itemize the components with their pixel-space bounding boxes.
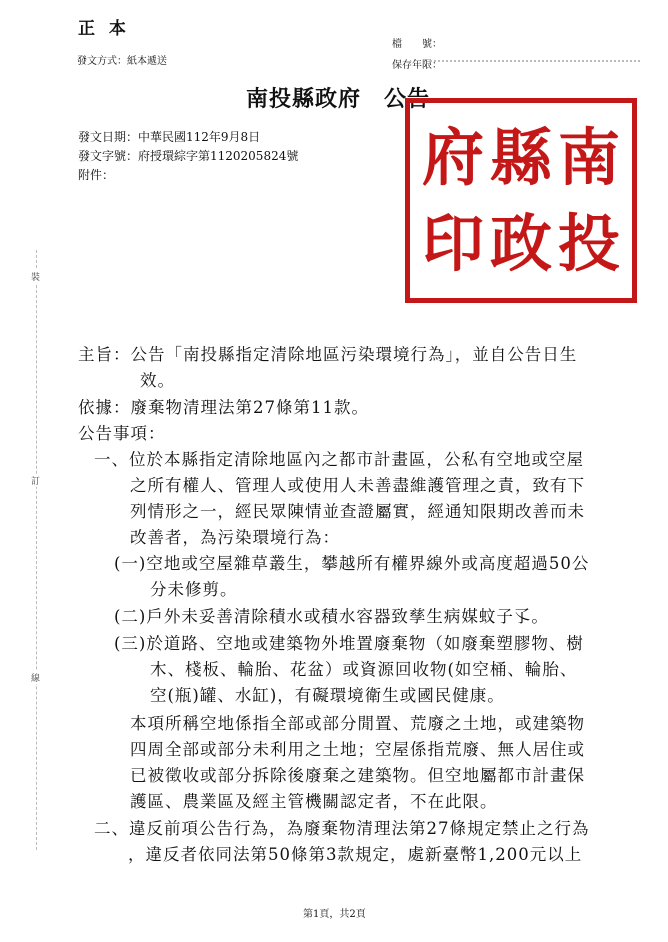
subject-line-2: 效。	[140, 371, 175, 390]
seal-char: 投	[557, 206, 620, 280]
item-1-line-2: 之所有權人、管理人或使用人未善盡維護管理之責，致有下	[130, 476, 585, 495]
sub-item-2-line-1: (二)戶外未妥善清除積水或積水容器致孳生病媒蚊子孓。	[114, 607, 549, 626]
page-number: 第1頁，共2頁	[303, 909, 366, 920]
retention-period-label: 保存年限：	[392, 60, 442, 71]
subject-line-1: 主旨：公告「南投縣指定清除地區污染環境行為」，並自公告日生	[78, 345, 578, 364]
attachment-label: 附件：	[78, 168, 115, 182]
stamp-margin	[430, 60, 640, 100]
sub-item-3-line-3: 空(瓶)罐、水缸)，有礙環境衛生或國民健康。	[150, 686, 505, 705]
binding-line	[36, 250, 38, 850]
official-seal	[405, 98, 637, 303]
seal-char: 縣	[489, 120, 552, 194]
delivery-method: 發文方式：紙本遞送	[77, 56, 167, 67]
definition-line-1: 本項所稱空地係指全部或部分閒置、荒廢之土地，或建築物	[130, 714, 585, 733]
document-number: 發文字號：府授環綜字第1120205824號	[78, 149, 299, 163]
item-2-line-1: 二、違反前項公告行為，為廢棄物清理法第27條規定禁止之行為	[94, 819, 590, 838]
seal-char: 南	[557, 120, 620, 194]
seal-char: 印	[421, 206, 484, 280]
definition-line-2: 四周全部或部分未利用之土地；空屋係指荒廢、無人居住或	[130, 740, 585, 759]
notice-heading: 公告事項：	[78, 424, 166, 443]
binding-mark-top: 裝	[31, 270, 40, 283]
seal-char: 府	[421, 120, 484, 194]
binding-mark-middle: 訂	[31, 474, 40, 487]
file-number-label: 檔 號：	[392, 39, 442, 50]
copy-label: 正 本	[78, 19, 130, 39]
seal-char: 政	[489, 206, 552, 280]
definition-line-4: 護區、農業區及經主管機關認定者，不在此限。	[130, 792, 498, 811]
item-1-line-4: 改善者，為污染環境行為：	[130, 528, 340, 547]
issue-date: 發文日期：中華民國112年9月8日	[78, 130, 261, 144]
item-2-line-2: ，違反者依同法第50條第3款規定，處新臺幣1,200元以上	[128, 845, 583, 864]
sub-item-3-line-1: (三)於道路、空地或建築物外堆置廢棄物（如廢棄塑膠物、樹	[114, 634, 584, 653]
document-title: 南投縣政府 公告	[246, 86, 431, 112]
item-1-line-1: 一、位於本縣指定清除地區內之都市計畫區，公私有空地或空屋	[94, 450, 584, 469]
sub-item-1-line-2: 分未修剪。	[150, 580, 238, 599]
sub-item-1-line-1: (一)空地或空屋雜草叢生，攀越所有權界線外或高度超過50公	[114, 554, 590, 573]
item-1-line-3: 列情形之一，經民眾陳情並查證屬實，經通知限期改善而未	[130, 502, 585, 521]
definition-line-3: 已被徵收或部分拆除後廢棄之建築物。但空地屬都市計畫保	[130, 766, 585, 785]
legal-basis: 依據：廢棄物清理法第27條第11款。	[78, 398, 369, 417]
binding-mark-bottom: 線	[31, 671, 40, 684]
sub-item-3-line-2: 木、棧板、輪胎、花盆）或資源回收物(如空桶、輪胎、	[150, 660, 578, 679]
